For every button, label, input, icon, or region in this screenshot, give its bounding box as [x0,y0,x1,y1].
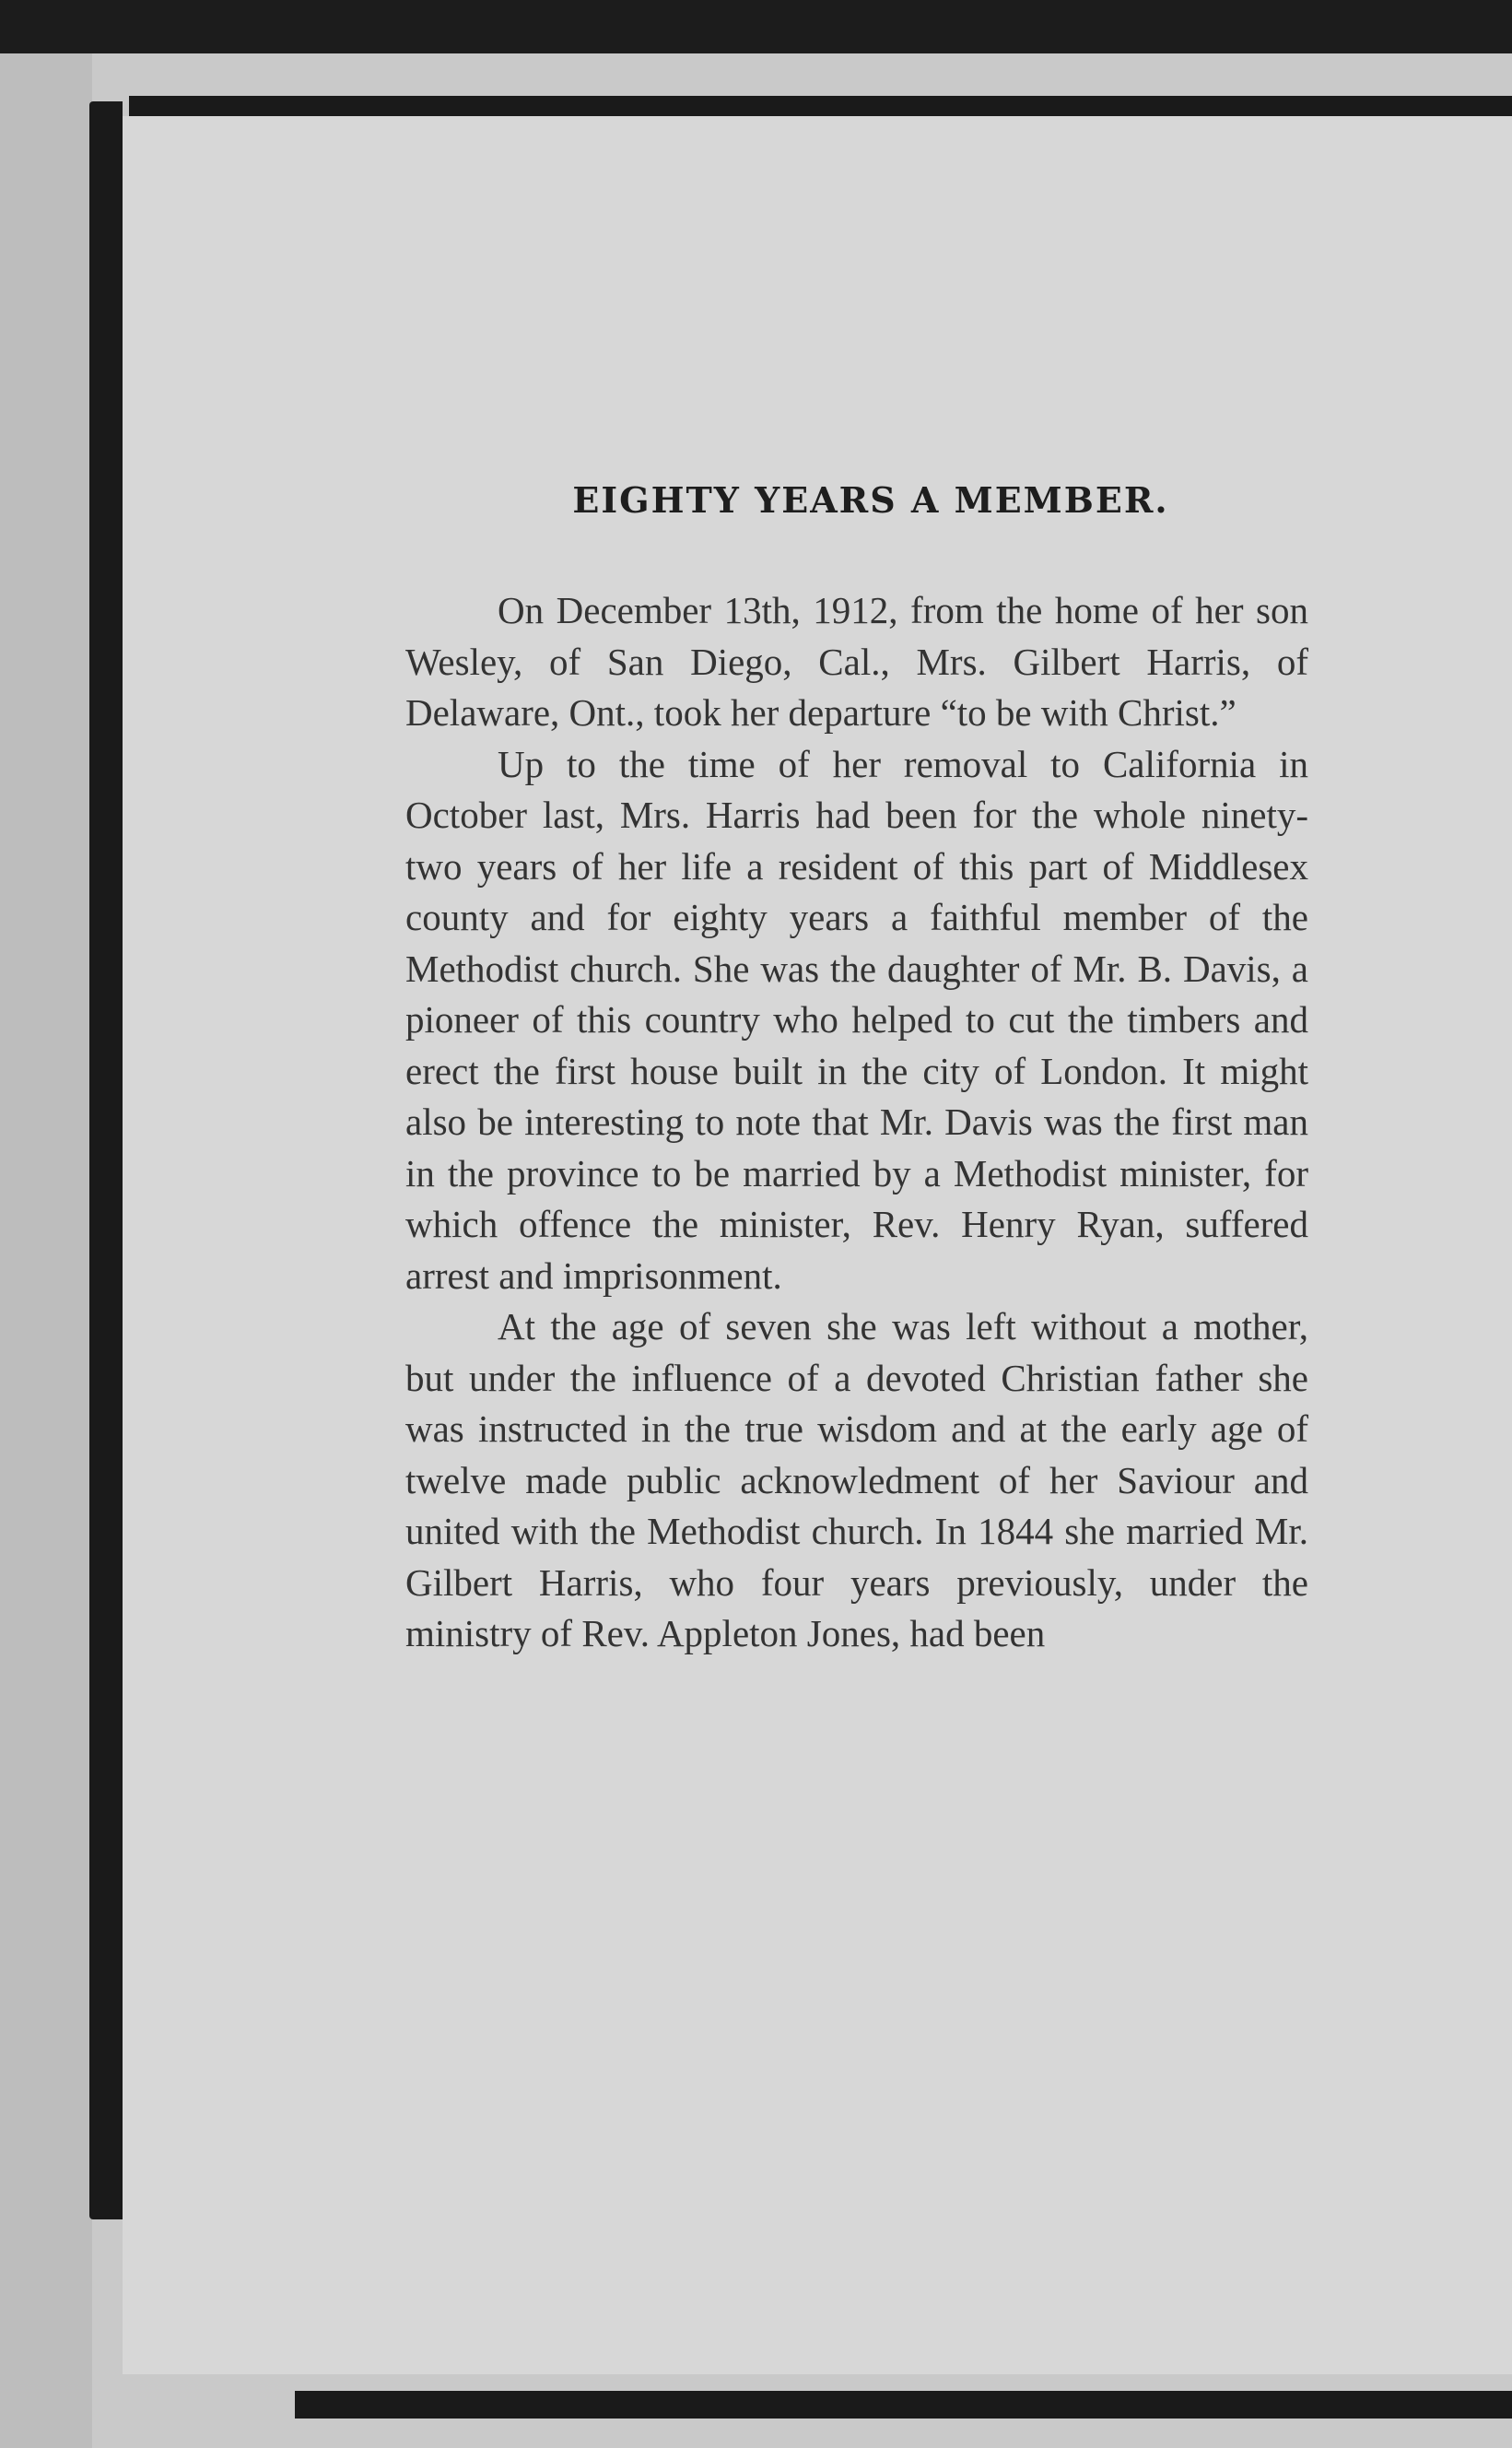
frame-bottom-edge [295,2391,1512,2419]
paper-left-margin [0,53,92,2448]
frame-top-edge [129,96,1512,116]
scan-top-strip [0,0,1512,57]
page-title: EIGHTY YEARS A MEMBER. [572,479,1169,521]
paragraph: Up to the time of her removal to California in October last, Mrs. Harris had been for the whole ninety-two years of her life a resident of this part of Middlesex county and for eighty years a faithful member of the Methodist church. She was the daughter of Mr. B. Davis, a pioneer of this country who helped to cut the timbers and erect the first house built in the city of London. It might also be interesting to note that Mr. Davis was the first man in the province to be married by a Methodist minister, for which offence the minister, Rev. Henry Ryan, suffered arrest and imprisonment. [405,742,1308,1297]
frame-left-edge [89,101,123,2219]
paragraph: At the age of seven she was left without a mother, but under the influence of a devoted Christian father she was instructed in the true wisdom and at the early age of twelve made public acknowledment of her Saviour and united with the Methodist church. In 1844 she married Mr. Gilbert Harris, who four years previously, under the ministry of Rev. Appleton Jones, had been [405,1305,1308,1654]
page-content [405,479,1308,1660]
paragraph: On December 13th, 1912, from the home of her son Wesley, of San Diego, Cal., Mrs. Gilbert Harris, of Delaware, Ont., took her departure “to be with Christ.” [405,589,1308,734]
